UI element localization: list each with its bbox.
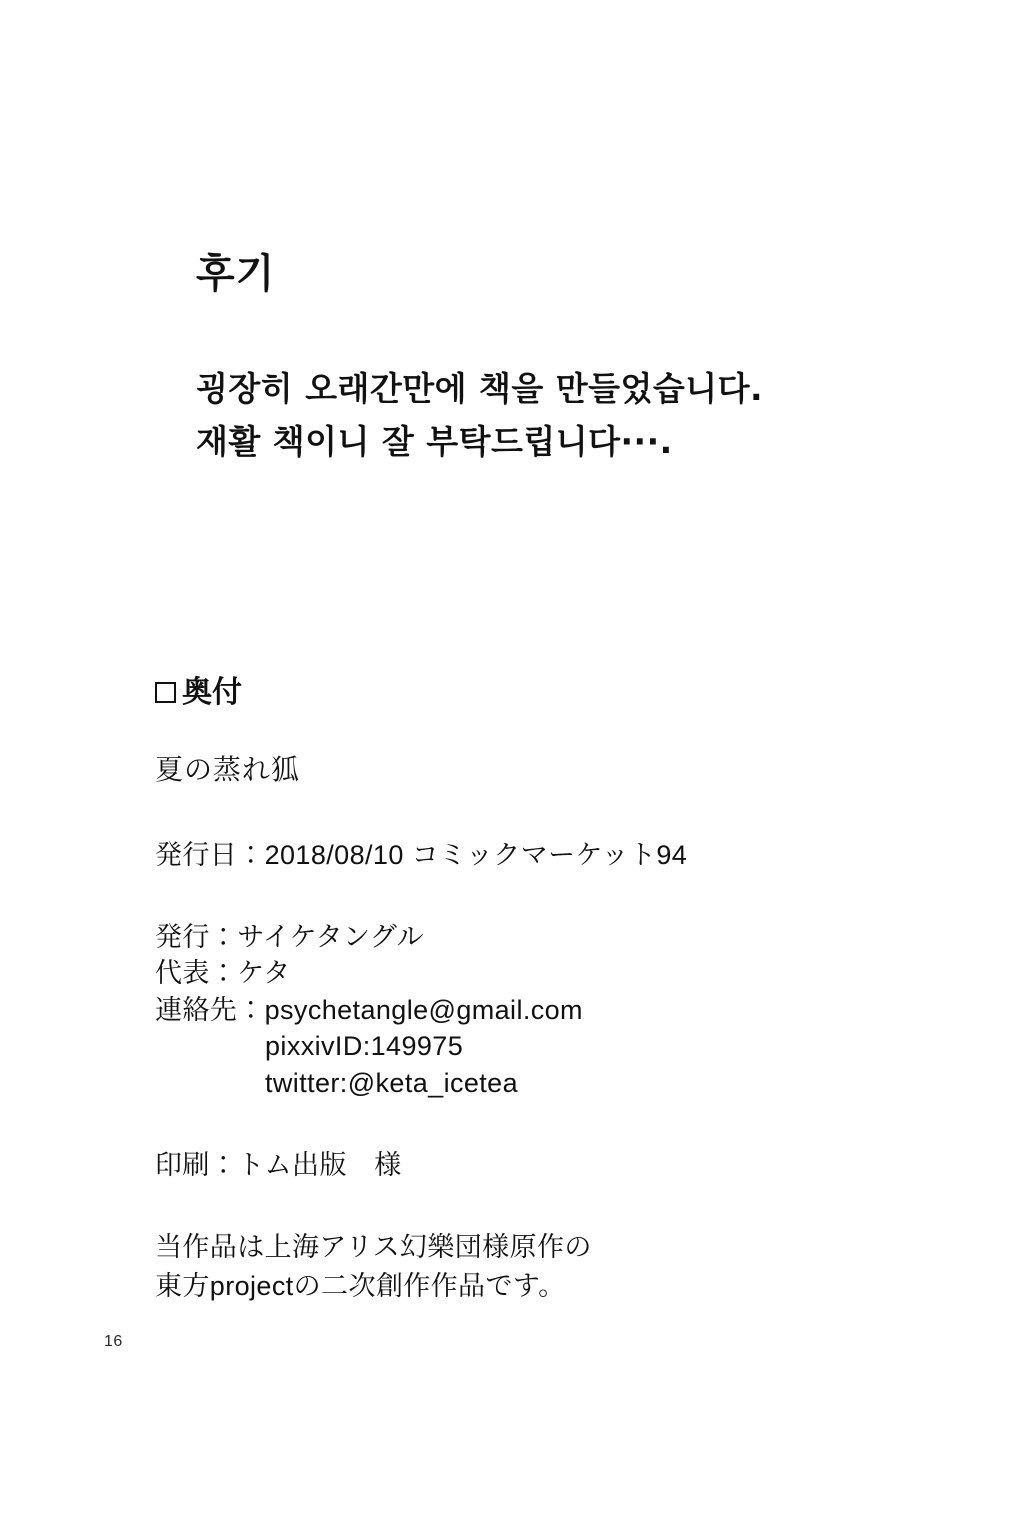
publish-date-block <box>155 837 955 873</box>
contact-email: 連絡先：psychetangle@gmail.com <box>155 994 583 1025</box>
colophon-heading <box>155 676 955 709</box>
square-bullet-icon <box>155 682 176 703</box>
pixiv-id: pixxivID:149975 <box>265 1031 464 1062</box>
colophon-section <box>155 676 955 1306</box>
disclaimer-line-2: 東方projectの二次創作作品です。 <box>155 1270 566 1301</box>
publisher: 発行：サイケタングル <box>155 922 424 953</box>
disclaimer-line-1: 当作品は上海アリス幻樂団様原作の <box>155 1231 592 1262</box>
representative: 代表：ケタ <box>155 958 291 989</box>
afterword-section <box>196 252 896 469</box>
publish-date: 発行日：2018/08/10 コミックマーケット94 <box>155 839 688 870</box>
afterword-line-2: 재활 책이니 잘 부탁드립니다···. <box>196 422 673 462</box>
printer-block <box>155 1147 955 1183</box>
publisher-contact-block <box>155 919 955 1101</box>
work-title: 夏の蒸れ狐 <box>155 754 301 785</box>
printer: 印刷：トム出版 様 <box>155 1150 402 1181</box>
disclaimer-block <box>155 1228 955 1306</box>
page-number: 16 <box>104 1333 123 1350</box>
colophon-heading-label: 奥付 <box>182 676 242 709</box>
twitter-handle: twitter:@keta_icetea <box>265 1067 519 1098</box>
afterword-line-1: 굉장히 오래간만에 책을 만들었습니다. <box>196 369 764 408</box>
afterword-title: 후기 <box>196 251 276 297</box>
